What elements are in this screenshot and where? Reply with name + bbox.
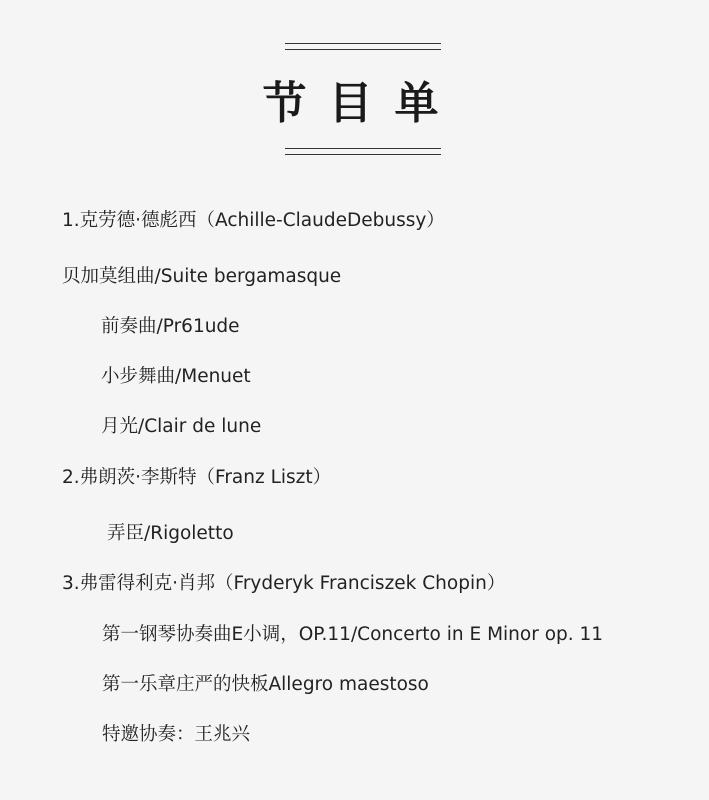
divider <box>285 148 441 149</box>
title-top-double-rule <box>285 43 441 49</box>
program-composer-debussy: 1.克劳德·德彪西（Achille-ClaudeDebussy） <box>62 210 445 231</box>
program-work-suite-bergamasque: 贝加莫组曲/Suite bergamasque <box>62 266 342 287</box>
program-movement-prelude: 前奏曲/Pr61ude <box>101 316 240 337</box>
program-movement-allegro-maestoso: 第一乐章庄严的快板Allegro maestoso <box>102 674 429 695</box>
divider <box>285 43 441 44</box>
program-work-piano-concerto: 第一钢琴协奏曲E小调，OP.11/Concerto in E Minor op. 11 <box>102 624 604 645</box>
program-work-rigoletto: 弄臣/Rigoletto <box>107 523 234 544</box>
program-composer-chopin: 3.弗雷得利克·肖邦（Fryderyk Franciszek Chopin） <box>62 573 506 594</box>
divider <box>285 154 441 155</box>
divider <box>285 49 441 50</box>
program-movement-clair-de-lune: 月光/Clair de lune <box>101 416 262 437</box>
page-title: 节目单 <box>262 78 461 129</box>
program-guest-performer: 特邀协奏：王兆兴 <box>102 724 251 745</box>
program-composer-liszt: 2.弗朗茨·李斯特（Franz Liszt） <box>62 467 332 488</box>
program-movement-menuet: 小步舞曲/Menuet <box>101 366 251 387</box>
title-bottom-double-rule <box>285 148 441 154</box>
